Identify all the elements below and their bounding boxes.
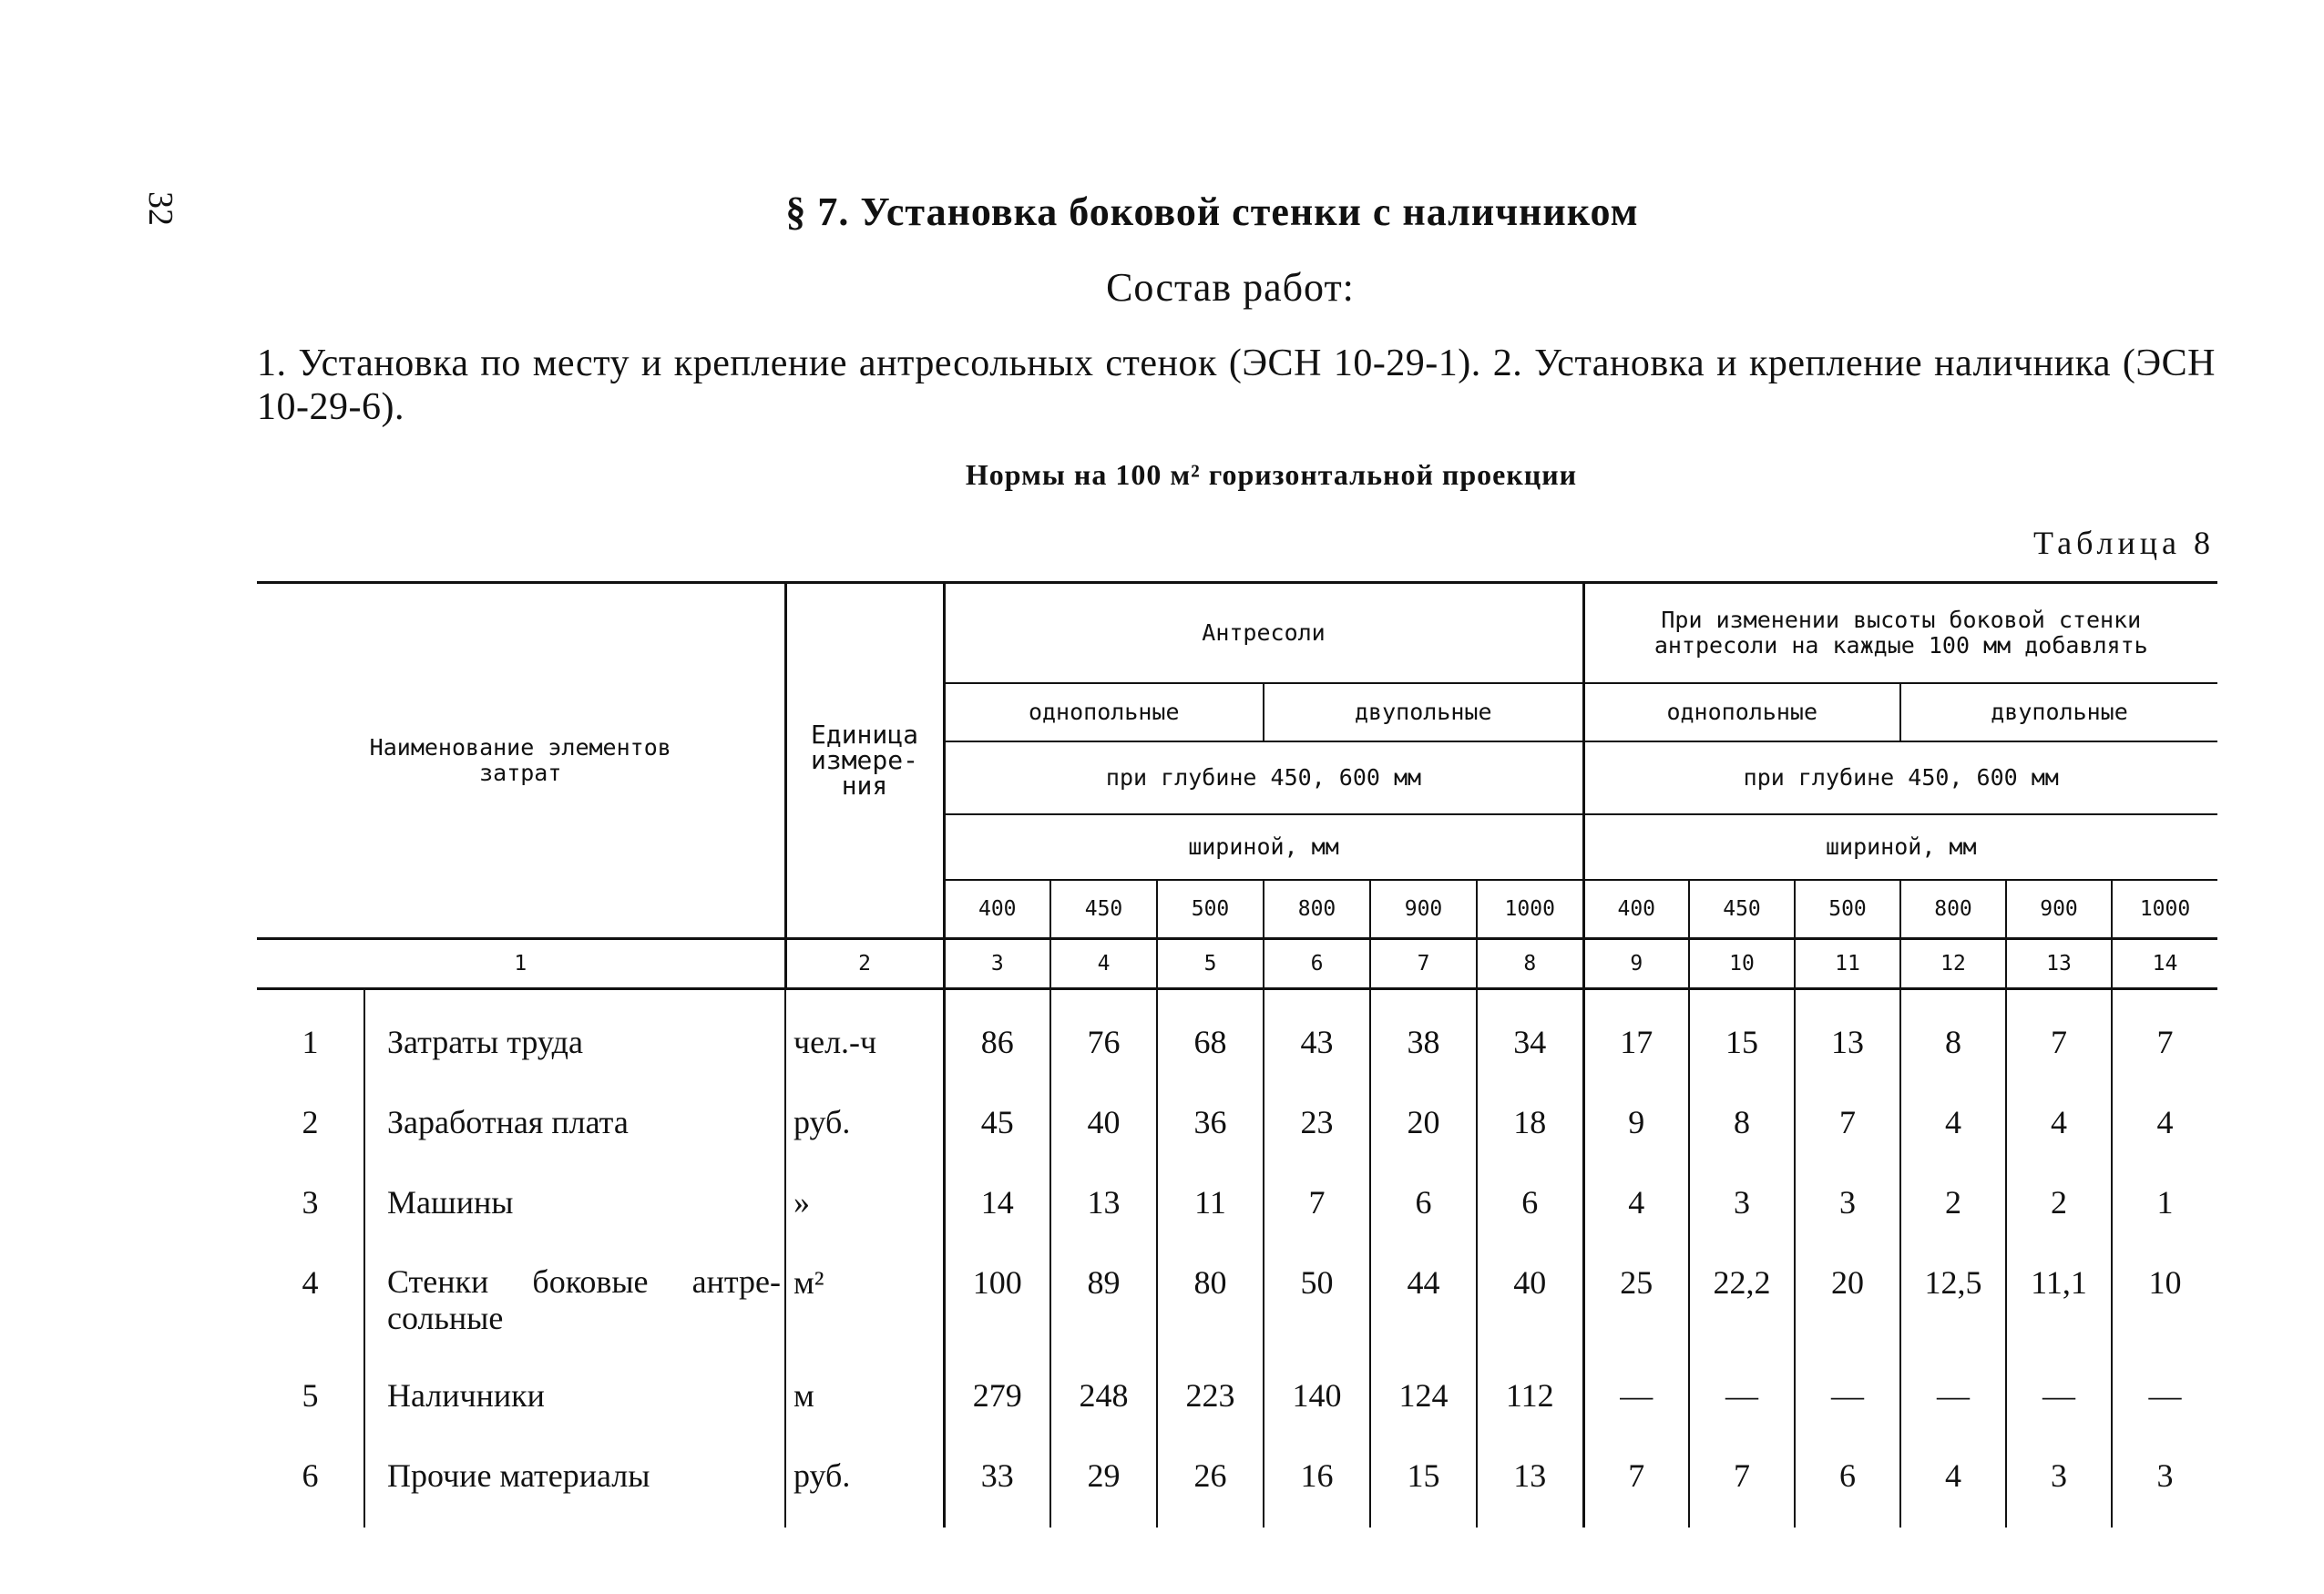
value-cell: 6 — [1477, 1169, 1583, 1249]
value-cell: — — [1900, 1362, 2006, 1442]
value-cell: 3 — [1795, 1169, 1900, 1249]
work-description: 1. Установка по месту и крепление антресольных стенок (ЭСН 10-29-1). 2. Установка и крепление наличника (ЭСН 10-29-6). — [257, 342, 2216, 428]
page-number: 32 — [141, 191, 179, 226]
value-cell: 50 — [1264, 1249, 1370, 1362]
col-number: 4 — [1050, 939, 1157, 989]
row-name: Затраты труда — [364, 989, 785, 1089]
value-cell: 25 — [1583, 1249, 1689, 1362]
row-name: Наличники — [364, 1362, 785, 1442]
header-double-door-1: двупольные — [1264, 683, 1583, 741]
width-cell: 900 — [1370, 880, 1477, 939]
value-cell: 13 — [1795, 989, 1900, 1089]
table-row — [257, 1442, 2217, 1528]
value-cell: 15 — [1689, 989, 1795, 1089]
subtitle — [0, 264, 2324, 311]
value-cell: 38 — [1370, 989, 1477, 1089]
col-number: 6 — [1264, 939, 1370, 989]
column-numbers-row — [257, 939, 2217, 989]
section-title — [0, 189, 2324, 235]
value-cell: 2 — [1900, 1169, 2006, 1249]
col-number: 14 — [2112, 939, 2217, 989]
value-cell: 7 — [1689, 1442, 1795, 1528]
value-cell: 7 — [2156, 1024, 2174, 1060]
value-cell: 11,1 — [2006, 1249, 2112, 1362]
table-row — [257, 1169, 2217, 1249]
width-cell: 450 — [1050, 880, 1157, 939]
value-cell: 100 — [944, 1249, 1050, 1362]
value-cell: 124 — [1370, 1362, 1477, 1442]
value-cell: 18 — [1477, 1088, 1583, 1169]
header-width-2: шириной, мм — [1583, 814, 2217, 880]
value-cell: 20 — [1795, 1249, 1900, 1362]
width-cell: 500 — [1795, 880, 1900, 939]
value-cell: 14 — [944, 1169, 1050, 1249]
width-cell: 800 — [1264, 880, 1370, 939]
value-cell: 8 — [1900, 989, 2006, 1089]
value-cell: 7 — [1795, 1088, 1900, 1169]
value-cell: 68 — [1157, 989, 1264, 1089]
value-cell: 9 — [1583, 1088, 1689, 1169]
value-cell: 3 — [2156, 1457, 2174, 1494]
width-cell: 500 — [1157, 880, 1264, 939]
value-cell: — — [2006, 1362, 2112, 1442]
header-depth-2: при глубине 450, 600 мм — [1583, 741, 2217, 814]
value-cell: 17 — [1583, 989, 1689, 1089]
value-cell: 40 — [1477, 1249, 1583, 1362]
norms-table — [257, 581, 2217, 1528]
header-depth-1: при глубине 450, 600 мм — [944, 741, 1583, 814]
value-cell: 16 — [1264, 1442, 1370, 1528]
header-antresoli: Антресоли — [944, 583, 1583, 684]
value-cell: 8 — [1689, 1088, 1795, 1169]
row-unit: м² — [785, 1249, 944, 1362]
col-number: 7 — [1370, 939, 1477, 989]
value-cell: 40 — [1050, 1088, 1157, 1169]
row-unit: руб. — [785, 1088, 944, 1169]
value-cell: 7 — [2006, 989, 2112, 1089]
col-number: 3 — [944, 939, 1050, 989]
header-unit-col — [785, 583, 944, 939]
value-cell: 6 — [1370, 1169, 1477, 1249]
value-cell: 36 — [1157, 1088, 1264, 1169]
value-cell: 11 — [1157, 1169, 1264, 1249]
value-cell: 89 — [1050, 1249, 1157, 1362]
col-number: 5 — [1157, 939, 1264, 989]
norms-caption-text: Нормы на 100 м² горизонтальной проекции — [965, 458, 1578, 491]
value-cell: 44 — [1370, 1249, 1477, 1362]
col-number: 8 — [1477, 939, 1583, 989]
value-cell: 2 — [2006, 1169, 2112, 1249]
col-number: 1 — [257, 939, 785, 989]
col-number: 11 — [1795, 939, 1900, 989]
value-cell: 33 — [944, 1442, 1050, 1528]
header-single-door-2: однопольные — [1583, 683, 1900, 741]
table-body — [257, 989, 2217, 1528]
row-index: 2 — [257, 1088, 364, 1169]
value-cell: 3 — [2006, 1442, 2112, 1528]
row-index: 6 — [257, 1442, 364, 1528]
col-number: 12 — [1900, 939, 2006, 989]
value-cell: 20 — [1370, 1088, 1477, 1169]
value-cell: 22,2 — [1689, 1249, 1795, 1362]
row-unit: м — [785, 1362, 944, 1442]
width-cell: 800 — [1900, 880, 2006, 939]
width-cell: 1000 — [2112, 880, 2217, 939]
width-cell: 450 — [1689, 880, 1795, 939]
subtitle-text: Состав работ: — [1106, 265, 1355, 310]
value-cell: — — [2148, 1377, 2182, 1414]
value-cell: 4 — [2156, 1104, 2174, 1140]
row-unit: чел.-ч — [785, 989, 944, 1089]
value-cell: 248 — [1050, 1362, 1157, 1442]
value-cell: 7 — [1264, 1169, 1370, 1249]
col-number: 10 — [1689, 939, 1795, 989]
value-cell: 45 — [944, 1088, 1050, 1169]
header-single-door-1: однопольные — [944, 683, 1264, 741]
row-name: Машины — [364, 1169, 785, 1249]
value-cell: 6 — [1795, 1442, 1900, 1528]
value-cell: 13 — [1477, 1442, 1583, 1528]
header-double-door-2: двупольные — [1900, 683, 2217, 741]
header-row-group — [257, 583, 2217, 684]
norms-caption — [0, 458, 2324, 492]
section-title-text: § 7. Установка боковой стенки с наличником — [785, 189, 1639, 234]
value-cell: 4 — [1900, 1442, 2006, 1528]
table-row — [257, 1362, 2217, 1442]
col-number: 9 — [1583, 939, 1689, 989]
table-row — [257, 1249, 2217, 1362]
row-name: Заработная плата — [364, 1088, 785, 1169]
value-cell: 13 — [1050, 1169, 1157, 1249]
value-cell: 80 — [1157, 1249, 1264, 1362]
value-cell: 7 — [1583, 1442, 1689, 1528]
header-unit-text: Единица измере-ния — [810, 720, 918, 801]
row-index: 4 — [257, 1249, 364, 1362]
value-cell: 26 — [1157, 1442, 1264, 1528]
value-cell: 29 — [1050, 1442, 1157, 1528]
value-cell: 4 — [1583, 1169, 1689, 1249]
value-cell: — — [1583, 1362, 1689, 1442]
row-index: 5 — [257, 1362, 364, 1442]
value-cell: 4 — [1900, 1088, 2006, 1169]
width-cell: 400 — [944, 880, 1050, 939]
value-cell: — — [1795, 1362, 1900, 1442]
table-label: Таблица 8 — [2033, 525, 2215, 561]
value-cell: 86 — [944, 989, 1050, 1089]
row-unit: руб. — [785, 1442, 944, 1528]
value-cell: 140 — [1264, 1362, 1370, 1442]
row-index: 1 — [257, 989, 364, 1089]
value-cell: 1 — [2156, 1184, 2174, 1221]
row-unit: » — [785, 1169, 944, 1249]
table-row — [257, 1088, 2217, 1169]
value-cell: — — [1689, 1362, 1795, 1442]
value-cell: 76 — [1050, 989, 1157, 1089]
width-cell: 900 — [2006, 880, 2112, 939]
value-cell: 43 — [1264, 989, 1370, 1089]
width-cell: 1000 — [1477, 880, 1583, 939]
value-cell: 3 — [1689, 1169, 1795, 1249]
value-cell: 12,5 — [1900, 1249, 2006, 1362]
col-number: 2 — [785, 939, 944, 989]
value-cell: 279 — [944, 1362, 1050, 1442]
value-cell: 112 — [1477, 1362, 1583, 1442]
row-index: 3 — [257, 1169, 364, 1249]
value-cell: 4 — [2006, 1088, 2112, 1169]
header-change-height: При изменении высоты боковой стенки антресоли на каждые 100 мм добавлять — [1583, 583, 2217, 684]
table-row — [257, 989, 2217, 1089]
col-number: 13 — [2006, 939, 2112, 989]
header-width-1: шириной, мм — [944, 814, 1583, 880]
header-name-col: Наименование элементов затрат — [257, 583, 785, 939]
value-cell: 23 — [1264, 1088, 1370, 1169]
value-cell: 34 — [1477, 989, 1583, 1089]
value-cell: 15 — [1370, 1442, 1477, 1528]
row-name: Стенки боковые антре-сольные — [364, 1249, 785, 1362]
row-name: Прочие материалы — [364, 1442, 785, 1528]
value-cell: 223 — [1157, 1362, 1264, 1442]
width-cell: 400 — [1583, 880, 1689, 939]
value-cell: 10 — [2148, 1264, 2182, 1301]
